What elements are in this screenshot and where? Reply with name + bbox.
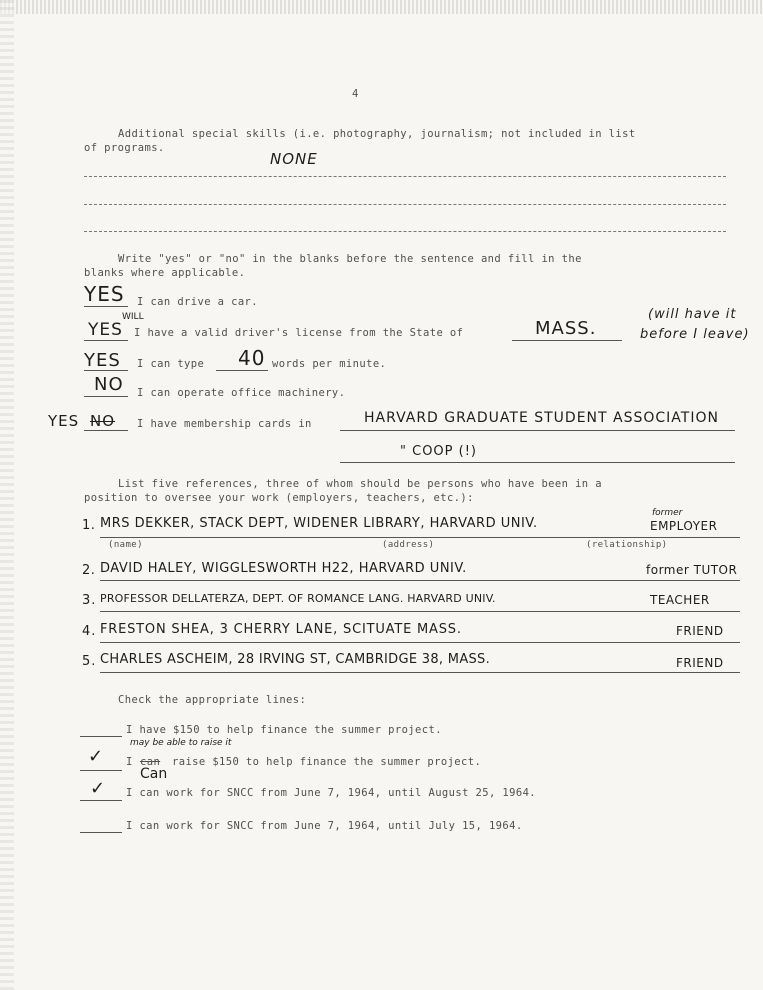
ref-1-line — [100, 537, 740, 538]
skills-prompt-line2: of programs. — [84, 142, 165, 154]
caption-relationship: (relationship) — [586, 540, 668, 550]
check-heading: Check the appropriate lines: — [118, 694, 307, 706]
check-mark-2: ✓ — [88, 746, 104, 767]
text-type-a: I can type — [137, 358, 205, 370]
blank-membership-card-2 — [340, 462, 735, 463]
fill-wpm: 40 — [238, 346, 266, 370]
check-line-2-text: raise $150 to help finance the summer project. — [172, 756, 482, 768]
ref-2-rel: former TUTOR — [646, 563, 738, 577]
ref-2-text: DAVID HALEY, WIGGLESWORTH H22, HARVARD UNIV. — [100, 561, 467, 576]
ref-4-rel: FRIEND — [676, 624, 724, 638]
ref-2-num: 2. — [82, 563, 96, 578]
check-line-1-blank[interactable] — [80, 736, 122, 737]
text-license: I have a valid driver's license from the State of — [134, 327, 464, 339]
answer-drive: YES — [84, 282, 125, 306]
note-line2: before I leave) — [640, 327, 750, 342]
check-line-4-blank[interactable] — [80, 832, 122, 833]
ref-3-rel: TEACHER — [650, 593, 710, 607]
ref-5-num: 5. — [82, 654, 97, 669]
answer-type: YES — [84, 350, 121, 371]
caption-name: (name) — [108, 540, 143, 550]
ref-3-line — [100, 611, 740, 612]
check-mark-3: ✓ — [90, 778, 106, 799]
struck-no: NO — [90, 412, 116, 430]
text-membership: I have membership cards in — [137, 418, 312, 430]
blank-license — [84, 340, 128, 341]
scan-edge-top — [0, 0, 763, 14]
blank-drive — [84, 306, 128, 307]
ref-1-rel-note: former — [652, 508, 683, 518]
fill-membership: HARVARD GRADUATE STUDENT ASSOCIATION — [364, 410, 719, 426]
answer-machinery: NO — [94, 374, 124, 395]
blank-machinery — [84, 396, 128, 397]
blank-membership — [84, 430, 128, 431]
ref-5-text: CHARLES ASCHEIM, 28 IRVING ST, CAMBRIDGE 38, MASS. — [100, 652, 491, 667]
check-line-3-text: I can work for SNCC from June 7, 1964, until August 25, 1964. — [126, 787, 537, 799]
skills-prompt-line1: Additional special skills (i.e. photography, journalism; not included in list — [118, 128, 636, 140]
ref-3-num: 3. — [82, 593, 97, 608]
blank-membership-card — [340, 430, 735, 431]
check-line-1-text: I have $150 to help finance the summer project. — [126, 724, 442, 736]
text-drive: I can drive a car. — [137, 296, 258, 308]
ref-5-rel: FRIEND — [676, 656, 724, 670]
caption-address: (address) — [382, 540, 435, 550]
note-line1: (will have it — [648, 307, 737, 322]
blank-wpm — [216, 370, 268, 371]
fill-membership-2: " COOP (!) — [400, 444, 477, 459]
insert-will: WILL — [122, 312, 144, 322]
ref-5-line — [100, 672, 740, 673]
answer-membership: YES — [48, 412, 80, 430]
blank-state — [512, 340, 622, 341]
references-instruction-line1: List five references, three of whom should be persons who have been in a — [118, 478, 602, 490]
yesno-instruction-line2: blanks where applicable. — [84, 267, 246, 279]
check-line-2-prefix: I — [126, 756, 133, 768]
ref-1-rel: EMPLOYER — [650, 519, 718, 533]
check-line-3-blank[interactable] — [80, 800, 122, 801]
ref-4-num: 4. — [82, 624, 97, 639]
check-line-4-text: I can work for SNCC from June 7, 1964, until July 15, 1964. — [126, 820, 523, 832]
text-machinery: I can operate office machinery. — [137, 387, 346, 399]
ref-1-text: MRS DEKKER, STACK DEPT, WIDENER LIBRARY, HARVARD UNIV. — [100, 516, 538, 531]
skills-line-2 — [84, 204, 726, 205]
ref-1-num: 1. — [82, 518, 96, 533]
check-line-2-struck: can — [140, 756, 161, 768]
ref-3-text: PROFESSOR DELLATERZA, DEPT. OF ROMANCE LANG. HARVARD UNIV. — [100, 592, 496, 605]
fill-state: MASS. — [535, 318, 597, 339]
text-type-b: words per minute. — [272, 358, 387, 370]
scan-edge-left — [0, 0, 14, 990]
skills-line-3 — [84, 231, 726, 232]
yesno-instruction-line1: Write "yes" or "no" in the blanks before the sentence and fill in the — [118, 253, 582, 265]
page-number: 4 — [352, 88, 359, 100]
skills-answer: NONE — [270, 150, 318, 168]
skills-line-1 — [84, 176, 726, 177]
check-line-2-scribble: may be able to raise it — [130, 738, 232, 748]
blank-type — [84, 370, 128, 371]
ref-4-line — [100, 642, 740, 643]
check-line-2-blank[interactable] — [80, 770, 122, 771]
references-instruction-line2: position to oversee your work (employers, teachers, etc.): — [84, 492, 474, 504]
ref-2-line — [100, 580, 740, 581]
answer-license: YES — [88, 320, 123, 340]
check-line-2-insert: Can — [140, 766, 168, 782]
ref-4-text: FRESTON SHEA, 3 CHERRY LANE, SCITUATE MASS. — [100, 622, 462, 637]
